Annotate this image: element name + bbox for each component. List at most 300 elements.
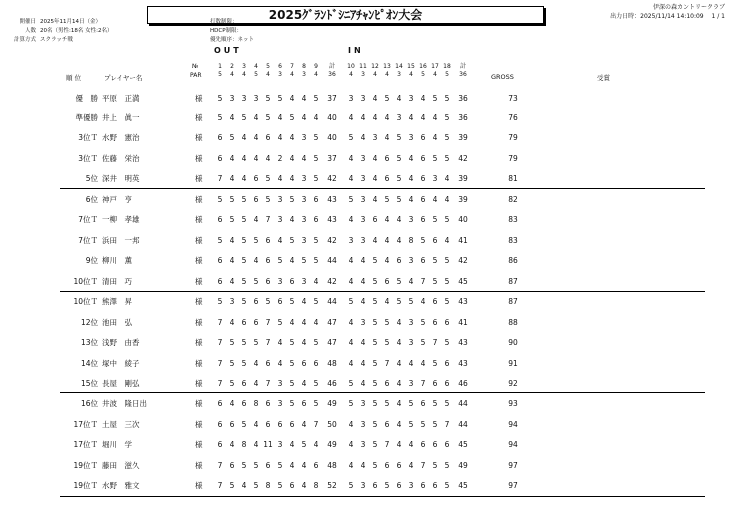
gross-cell: 94 [508,420,518,429]
score-cell: 4 [444,174,450,183]
score-cell: 6 [420,440,426,449]
score-cell: 5 [229,481,235,490]
event-info [8,18,112,45]
hole-out-7-par: 4 [290,71,294,78]
score-cell: 3 [360,481,366,490]
score-cell: 3 [408,379,414,388]
score-cell: 5 [253,338,259,347]
score-cell: 5 [217,94,223,103]
in-total-cell: 39 [458,133,468,142]
score-cell: 6 [217,277,223,286]
in-total-header-par: 36 [459,71,467,78]
score-cell: 5 [277,94,283,103]
out-total-cell: 46 [327,379,337,388]
score-cell: 5 [408,399,414,408]
info-row-count: 人数 20名（男性:18名 女性:2名） [24,28,113,34]
honorific: 様 [195,399,203,408]
in-total-cell: 45 [458,277,468,286]
score-cell: 4 [289,94,295,103]
score-cell: 5 [444,94,450,103]
table-row [60,251,710,271]
score-cell: 3 [301,277,307,286]
rank-cell: 10位Ｔ [73,297,98,306]
score-cell: 4 [289,318,295,327]
gross-cell: 92 [508,379,518,388]
in-total-cell: 46 [458,379,468,388]
score-cell: 3 [277,195,283,204]
score-cell: 4 [420,113,426,122]
score-cell: 7 [217,461,223,470]
score-cell: 5 [301,440,307,449]
rank-cell: 10位Ｔ [73,277,98,286]
score-cell: 6 [432,318,438,327]
score-cell: 5 [384,338,390,347]
score-cell: 3 [277,440,283,449]
hole-out-3-par: 4 [242,71,246,78]
score-cell: 3 [408,133,414,142]
score-cell: 5 [396,174,402,183]
score-cell: 4 [253,440,259,449]
score-cell: 6 [217,133,223,142]
out-total-cell: 37 [327,154,337,163]
score-cell: 4 [396,399,402,408]
score-cell: 4 [253,154,259,163]
score-cell: 4 [360,297,366,306]
score-cell: 3 [408,215,414,224]
hole-in-17-par: 4 [433,71,437,78]
score-cell: 4 [253,256,259,265]
score-cell: 4 [241,174,247,183]
score-cell: 4 [372,113,378,122]
score-cell: 5 [372,297,378,306]
gross-cell: 82 [508,195,518,204]
score-cell: 7 [265,338,271,347]
score-cell: 4 [253,379,259,388]
gross-cell: 79 [508,154,518,163]
player-header: プレイヤー名 [104,74,143,82]
score-cell: 3 [360,420,366,429]
score-cell: 5 [408,297,414,306]
score-cell: 5 [420,318,426,327]
hole-in-10 [346,63,356,79]
hole-out-7 [287,63,297,79]
score-cell: 6 [265,359,271,368]
limits-info [210,18,254,45]
score-cell: 5 [372,338,378,347]
score-cell: 5 [372,399,378,408]
player-name: 浜田 一邦 [102,236,140,245]
score-cell: 5 [265,113,271,122]
score-cell: 5 [313,297,319,306]
in-total-cell: 43 [458,359,468,368]
player-name: 井波 隆日出 [102,399,147,408]
score-cell: 6 [444,379,450,388]
player-name: 深井 明英 [102,174,140,183]
score-cell: 5 [396,154,402,163]
score-cell: 5 [432,359,438,368]
score-cell: 4 [313,277,319,286]
hole-out-6 [275,63,285,79]
score-cell: 5 [265,174,271,183]
priority-order: 優先順序：ネット [210,37,255,43]
score-cell: 5 [348,195,354,204]
score-cell: 5 [217,195,223,204]
gross-cell: 87 [508,277,518,286]
honorific: 様 [195,236,203,245]
score-cell: 6 [313,461,319,470]
score-cell: 7 [384,440,390,449]
score-cell: 5 [348,133,354,142]
in-total-cell: 45 [458,440,468,449]
score-cell: 7 [217,379,223,388]
score-cell: 3 [277,277,283,286]
score-cell: 5 [396,297,402,306]
score-cell: 5 [217,113,223,122]
score-cell: 6 [444,440,450,449]
score-cell: 5 [289,113,295,122]
player-name: 水野 憲治 [102,133,140,142]
score-cell: 6 [432,379,438,388]
score-cell: 4 [301,94,307,103]
score-cell: 5 [241,215,247,224]
honorific: 様 [195,113,203,122]
honorific: 様 [195,440,203,449]
score-cell: 6 [265,256,271,265]
score-cell: 4 [396,379,402,388]
score-cell: 3 [360,195,366,204]
out-total-cell: 44 [327,297,337,306]
rank-header: 順 位 [66,74,82,82]
honorific: 様 [195,195,203,204]
gross-cell: 83 [508,215,518,224]
honorific: 様 [195,277,203,286]
score-cell: 5 [372,461,378,470]
score-cell: 3 [229,297,235,306]
rank-cell: 6位 [85,195,98,204]
out-total-cell: 47 [327,318,337,327]
hole-out-8-par: 3 [302,71,306,78]
score-cell: 6 [396,256,402,265]
score-cell: 5 [253,481,259,490]
score-cell: 5 [229,379,235,388]
honorific: 様 [195,94,203,103]
score-cell: 5 [313,174,319,183]
rank-cell: 13位 [80,338,98,347]
score-cell: 5 [444,256,450,265]
score-cell: 4 [301,297,307,306]
score-cell: 5 [313,379,319,388]
honorific: 様 [195,420,203,429]
table-row [60,333,710,353]
score-cell: 4 [444,236,450,245]
hole-out-1-par: 5 [218,71,222,78]
score-cell: 4 [420,359,426,368]
hole-in-15 [406,63,416,79]
score-cell: 6 [396,461,402,470]
score-cell: 6 [384,379,390,388]
table-row [60,169,710,189]
hole-in-12-par: 4 [373,71,377,78]
score-cell: 5 [253,236,259,245]
score-cell: 5 [372,420,378,429]
score-cell: 4 [229,236,235,245]
rank-cell: 19位Ｔ [73,461,98,470]
score-cell: 6 [241,318,247,327]
rank-cell: 優 勝 [75,94,98,103]
table-row [60,149,710,169]
in-total-cell: 42 [458,256,468,265]
score-cell: 3 [372,133,378,142]
player-name: 浅野 由香 [102,338,140,347]
hole-out-2-par: 4 [230,71,234,78]
score-cell: 4 [277,236,283,245]
hole-out-5 [263,63,273,79]
score-cell: 5 [229,359,235,368]
score-cell: 6 [384,420,390,429]
score-cell: 5 [313,256,319,265]
score-cell: 5 [229,215,235,224]
score-cell: 4 [384,133,390,142]
score-cell: 5 [217,297,223,306]
hole-out-3 [239,63,249,79]
table-row [60,108,710,128]
in-total-header-label: 計 [459,63,466,70]
player-name: 柳川 薫 [102,256,132,265]
score-cell: 5 [289,338,295,347]
score-cell: 4 [408,113,414,122]
score-cell: 5 [289,236,295,245]
score-cell: 5 [301,256,307,265]
rank-cell: 準優勝 [75,113,98,122]
score-cell: 4 [360,133,366,142]
score-cell: 5 [217,236,223,245]
score-cell: 5 [432,461,438,470]
score-cell: 6 [384,461,390,470]
score-cell: 4 [348,215,354,224]
score-cell: 5 [289,379,295,388]
score-cell: 4 [408,174,414,183]
honorific: 様 [195,256,203,265]
honorific: 様 [195,379,203,388]
score-cell: 6 [420,133,426,142]
honorific: 様 [195,154,203,163]
score-cell: 4 [348,113,354,122]
table-row [60,190,710,210]
info-row-method: 計算方式 スクラッチ戦 [13,37,73,43]
hole-in-18-number: 18 [443,63,451,70]
hole-in-15-number: 15 [407,63,415,70]
score-cell: 4 [289,461,295,470]
hole-in-14-number: 14 [395,63,403,70]
gross-cell: 86 [508,256,518,265]
score-cell: 6 [313,359,319,368]
score-cell: 5 [444,297,450,306]
score-cell: 4 [384,215,390,224]
score-cell: 5 [432,154,438,163]
score-cell: 4 [301,420,307,429]
score-cell: 5 [348,379,354,388]
score-cell: 5 [432,420,438,429]
score-cell: 5 [253,277,259,286]
score-cell: 6 [313,195,319,204]
score-cell: 4 [348,256,354,265]
rank-cell: 17位Ｔ [73,420,98,429]
score-cell: 4 [241,154,247,163]
score-cell: 8 [241,440,247,449]
score-cell: 4 [265,154,271,163]
score-cell: 5 [313,338,319,347]
out-total-cell: 50 [327,420,337,429]
score-cell: 8 [313,481,319,490]
score-cell: 6 [265,133,271,142]
score-cell: 6 [229,420,235,429]
hole-out-3-number: 3 [242,63,246,70]
score-cell: 7 [217,338,223,347]
score-cell: 3 [241,94,247,103]
score-cell: 7 [384,359,390,368]
score-cell: 4 [360,461,366,470]
score-cell: 4 [396,236,402,245]
score-cell: 5 [444,399,450,408]
score-cell: 4 [384,297,390,306]
score-cell: 6 [289,420,295,429]
score-cell: 6 [396,481,402,490]
score-cell: 6 [277,297,283,306]
score-cell: 4 [360,338,366,347]
score-cell: 5 [253,461,259,470]
gross-cell: 81 [508,174,518,183]
score-cell: 6 [217,399,223,408]
honorific: 様 [195,297,203,306]
in-total-cell: 44 [458,420,468,429]
hole-out-4 [251,63,261,79]
score-cell: 6 [265,277,271,286]
hole-out-6-par: 3 [278,71,282,78]
rank-cell: 14位 [80,359,98,368]
honorific: 様 [195,481,203,490]
score-cell: 4 [229,440,235,449]
rank-cell: 16位 [80,399,98,408]
score-cell: 4 [360,379,366,388]
hole-in-10-par: 4 [349,71,353,78]
score-cell: 4 [277,113,283,122]
score-cell: 4 [301,113,307,122]
player-name: 池田 弘 [102,318,132,327]
score-cell: 4 [384,113,390,122]
group-divider [60,496,705,497]
hdcp-limit: HDCP制限： [210,28,243,34]
score-cell: 5 [289,359,295,368]
rank-cell: 5位 [85,174,98,183]
score-cell: 4 [408,440,414,449]
score-cell: 7 [432,338,438,347]
score-cell: 5 [229,195,235,204]
hole-out-7-number: 7 [290,63,294,70]
score-cell: 4 [277,174,283,183]
table-row [60,89,710,109]
score-cell: 4 [348,277,354,286]
score-cell: 5 [265,195,271,204]
score-cell: 4 [396,318,402,327]
score-cell: 4 [372,195,378,204]
out-total-cell: 42 [327,236,337,245]
table-row [60,292,710,312]
score-cell: 3 [408,481,414,490]
honorific: 様 [195,133,203,142]
score-cell: 3 [408,318,414,327]
printed-datetime: 出力日時：2025/11/14 14:10:09 1 / 1 [610,13,725,20]
score-cell: 5 [432,399,438,408]
score-cell: 3 [301,236,307,245]
hole-out-5-par: 4 [266,71,270,78]
player-name: 神戸 亨 [102,195,132,204]
in-total-header [456,63,470,79]
score-cell: 3 [360,318,366,327]
score-cell: 4 [313,440,319,449]
club-name: 伊深の森カントリークラブ [652,4,725,11]
score-cell: 4 [277,133,283,142]
score-cell: 4 [229,399,235,408]
gross-cell: 93 [508,399,518,408]
score-cell: 4 [289,215,295,224]
score-cell: 4 [420,297,426,306]
score-cell: 4 [348,338,354,347]
in-total-cell: 36 [458,113,468,122]
hole-in-11-par: 3 [361,71,365,78]
hole-out-4-number: 4 [254,63,258,70]
score-cell: 6 [253,174,259,183]
score-cell: 5 [289,399,295,408]
in-total-cell: 42 [458,154,468,163]
score-cell: 5 [384,399,390,408]
hole-in-12-number: 12 [371,63,379,70]
score-cell: 5 [241,195,247,204]
in-total-cell: 39 [458,195,468,204]
in-total-cell: 43 [458,297,468,306]
score-cell: 4 [348,461,354,470]
stroke-limit: 打数制限： [210,19,238,25]
hole-out-8-number: 8 [302,63,306,70]
honorific: 様 [195,215,203,224]
score-cell: 5 [384,94,390,103]
hole-in-16-par: 5 [421,71,425,78]
rank-cell: 17位Ｔ [73,440,98,449]
score-cell: 7 [265,379,271,388]
score-cell: 4 [384,256,390,265]
score-cell: 3 [408,94,414,103]
score-cell: 4 [289,440,295,449]
score-cell: 8 [253,399,259,408]
player-name: 一柳 孝雄 [102,215,140,224]
player-name: 堀川 学 [102,440,132,449]
score-cell: 5 [396,277,402,286]
in-total-cell: 36 [458,94,468,103]
score-cell: 6 [420,256,426,265]
gross-cell: 94 [508,440,518,449]
honorific: 様 [195,359,203,368]
score-cell: 3 [360,236,366,245]
page-title: 2025ｸﾞﾗﾝﾄﾞｼﾆｱﾁｬﾝﾋﾟｵﾝ大会 [147,6,544,24]
out-total-cell: 47 [327,338,337,347]
award-header: 受賞 [597,74,610,82]
hole-in-14-par: 3 [397,71,401,78]
score-cell: 6 [420,174,426,183]
player-name: 井上 眞一 [102,113,140,122]
score-cell: 7 [313,420,319,429]
score-cell: 5 [277,481,283,490]
hole-out-6-number: 6 [278,63,282,70]
score-cell: 4 [229,256,235,265]
